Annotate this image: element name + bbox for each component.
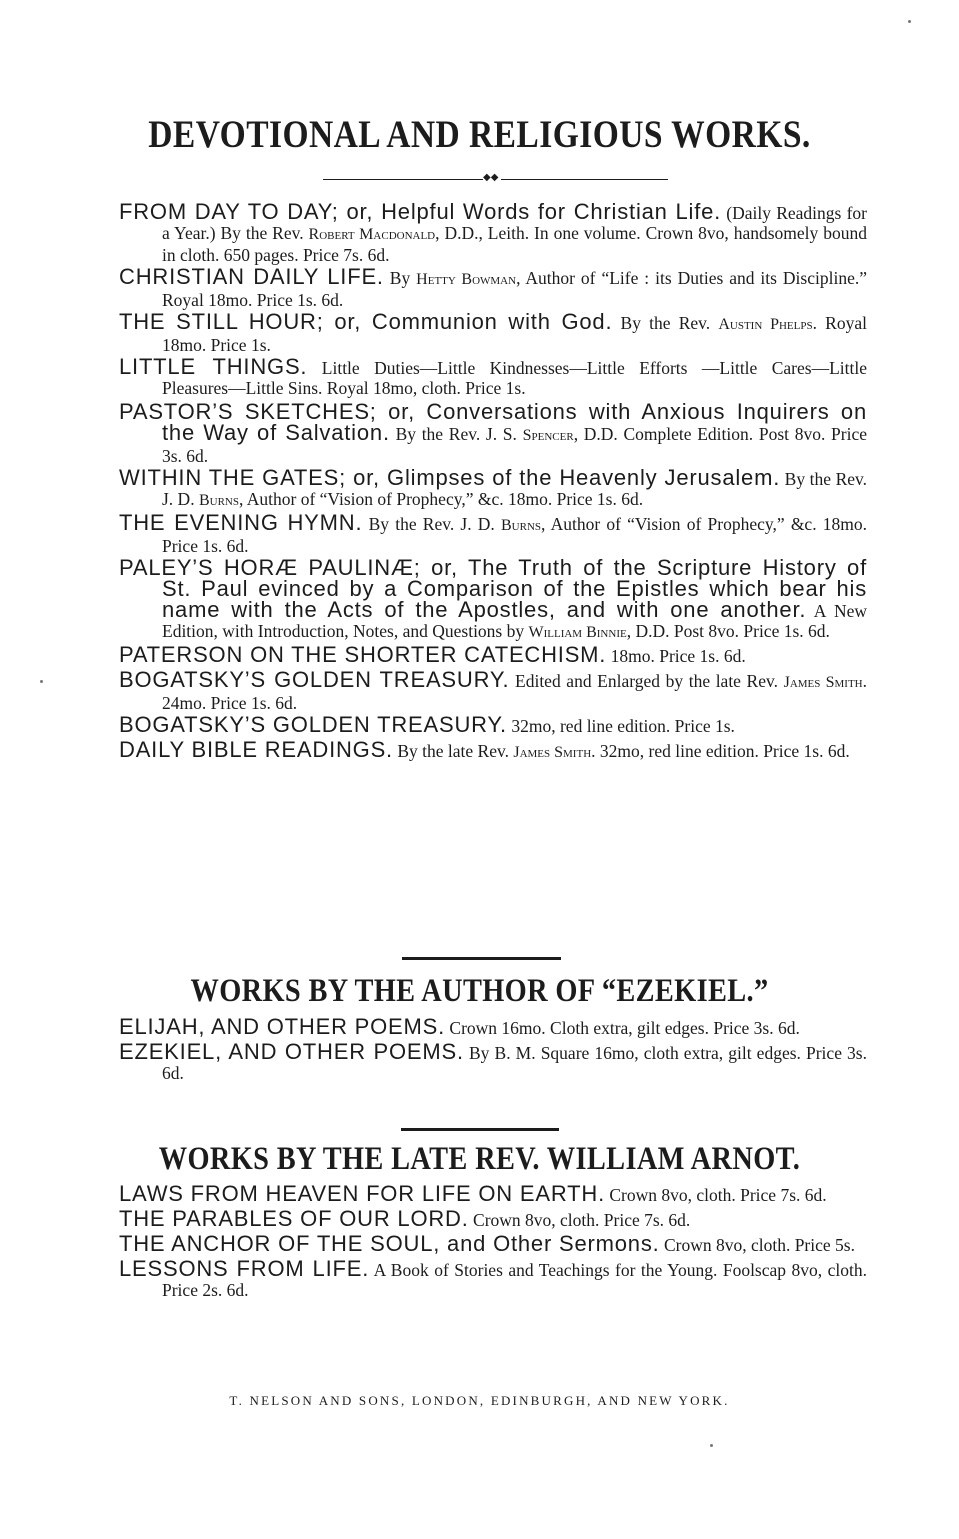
list-item: PATERSON ON THE SHORTER CATECHISM. 18mo. Price 1s. 6d. bbox=[119, 642, 746, 667]
list-item: LITTLE THINGS. Little Duties—Little Kindnesses—Little Efforts —Little Cares—Little Pleasures—Little Sins. Royal 18mo, cloth. Price 1s. bbox=[119, 354, 867, 398]
list-item: THE PARABLES OF OUR LORD. Crown 8vo, cloth. Price 7s. 6d. bbox=[119, 1206, 691, 1231]
page-title: DEVOTIONAL AND RELIGIOUS WORKS. bbox=[148, 113, 811, 156]
list-item: EZEKIEL, AND OTHER POEMS. By B. M. Square 16mo, cloth extra, gilt edges. Price 3s. 6d. bbox=[119, 1039, 867, 1083]
list-item: LESSONS FROM LIFE. A Book of Stories and Teachings for the Young. Foolscap 8vo, cloth. Price 2s. 6d. bbox=[119, 1256, 867, 1300]
arnot-list bbox=[119, 1181, 867, 1304]
list-item: ELIJAH, AND OTHER POEMS. Crown 16mo. Cloth extra, gilt edges. Price 3s. 6d. bbox=[119, 1014, 800, 1039]
section-divider bbox=[401, 1128, 559, 1131]
list-item: THE ANCHOR OF THE SOUL, and Other Sermons. Crown 8vo, cloth. Price 5s. bbox=[119, 1231, 855, 1256]
speck bbox=[710, 1444, 713, 1447]
section-heading-arnot: WORKS BY THE LATE REV. WILLIAM ARNOT. bbox=[158, 1141, 801, 1177]
list-item: THE STILL HOUR; or, Communion with God. By the Rev. Austin Phelps. Royal 18mo. Price 1s. bbox=[119, 309, 867, 355]
publisher-imprint: T. NELSON AND SONS, LONDON, EDINBURGH, AND NEW YORK. bbox=[229, 1393, 730, 1408]
list-item: CHRISTIAN DAILY LIFE. By Hetty Bowman, Author of “Life : its Duties and its Discipline.” Royal 18mo. Price 1s. 6d. bbox=[119, 264, 867, 310]
list-item: LAWS FROM HEAVEN FOR LIFE ON EARTH. Crown 8vo, cloth. Price 7s. 6d. bbox=[119, 1181, 827, 1206]
list-item: PASTOR’S SKETCHES; or, Conversations with Anxious Inquirers on the Way of Salvation. By the Rev. J. S. Spencer, D.D. Complete Edition. Post 8vo. Price 3s. 6d. bbox=[119, 399, 867, 466]
speck bbox=[40, 680, 43, 683]
title-ornament: ◆◆ bbox=[323, 178, 668, 182]
list-item: BOGATSKY’S GOLDEN TREASURY. 32mo, red line edition. Price 1s. bbox=[119, 712, 735, 737]
section-heading-ezekiel: WORKS BY THE AUTHOR OF “EZEKIEL.” bbox=[190, 973, 769, 1009]
section-divider bbox=[402, 957, 561, 960]
list-item: THE EVENING HYMN. By the Rev. J. D. Burns, Author of “Vision of Prophecy,” &c. 18mo. Price 1s. 6d. bbox=[119, 510, 868, 556]
ezekiel-list bbox=[119, 1014, 867, 1087]
list-item: FROM DAY TO DAY; or, Helpful Words for Christian Life. (Daily Readings for a Year.) By the Rev. Robert Macdonald, D.D., Leith. In one volume. Crown 8vo, handsomely bound in cloth. 650 pages. Price 7s. 6d. bbox=[119, 199, 867, 265]
list-item: DAILY BIBLE READINGS. By the late Rev. James Smith. 32mo, red line edition. Price 1s. 6d. bbox=[119, 737, 850, 762]
list-item: BOGATSKY’S GOLDEN TREASURY. Edited and Enlarged by the late Rev. James Smith. 24mo. Price 1s. 6d. bbox=[119, 667, 867, 713]
list-item: PALEY’S HORÆ PAULINÆ; or, The Truth of the Scripture History of St. Paul evinced by a Comparison of the Epistles which bear his name with the Acts of the Apostles, and with one another. A New Edition, with Introduction, Notes, and Questions by William Binnie, D.D. Post 8vo. Price 1s. 6d. bbox=[119, 555, 867, 641]
list-item: WITHIN THE GATES; or, Glimpses of the Heavenly Jerusalem. By the Rev. J. D. Burns, Author of “Vision of Prophecy,” &c. 18mo. Price 1s. 6d. bbox=[119, 465, 867, 509]
speck bbox=[908, 20, 911, 23]
devotional-list bbox=[119, 199, 868, 765]
